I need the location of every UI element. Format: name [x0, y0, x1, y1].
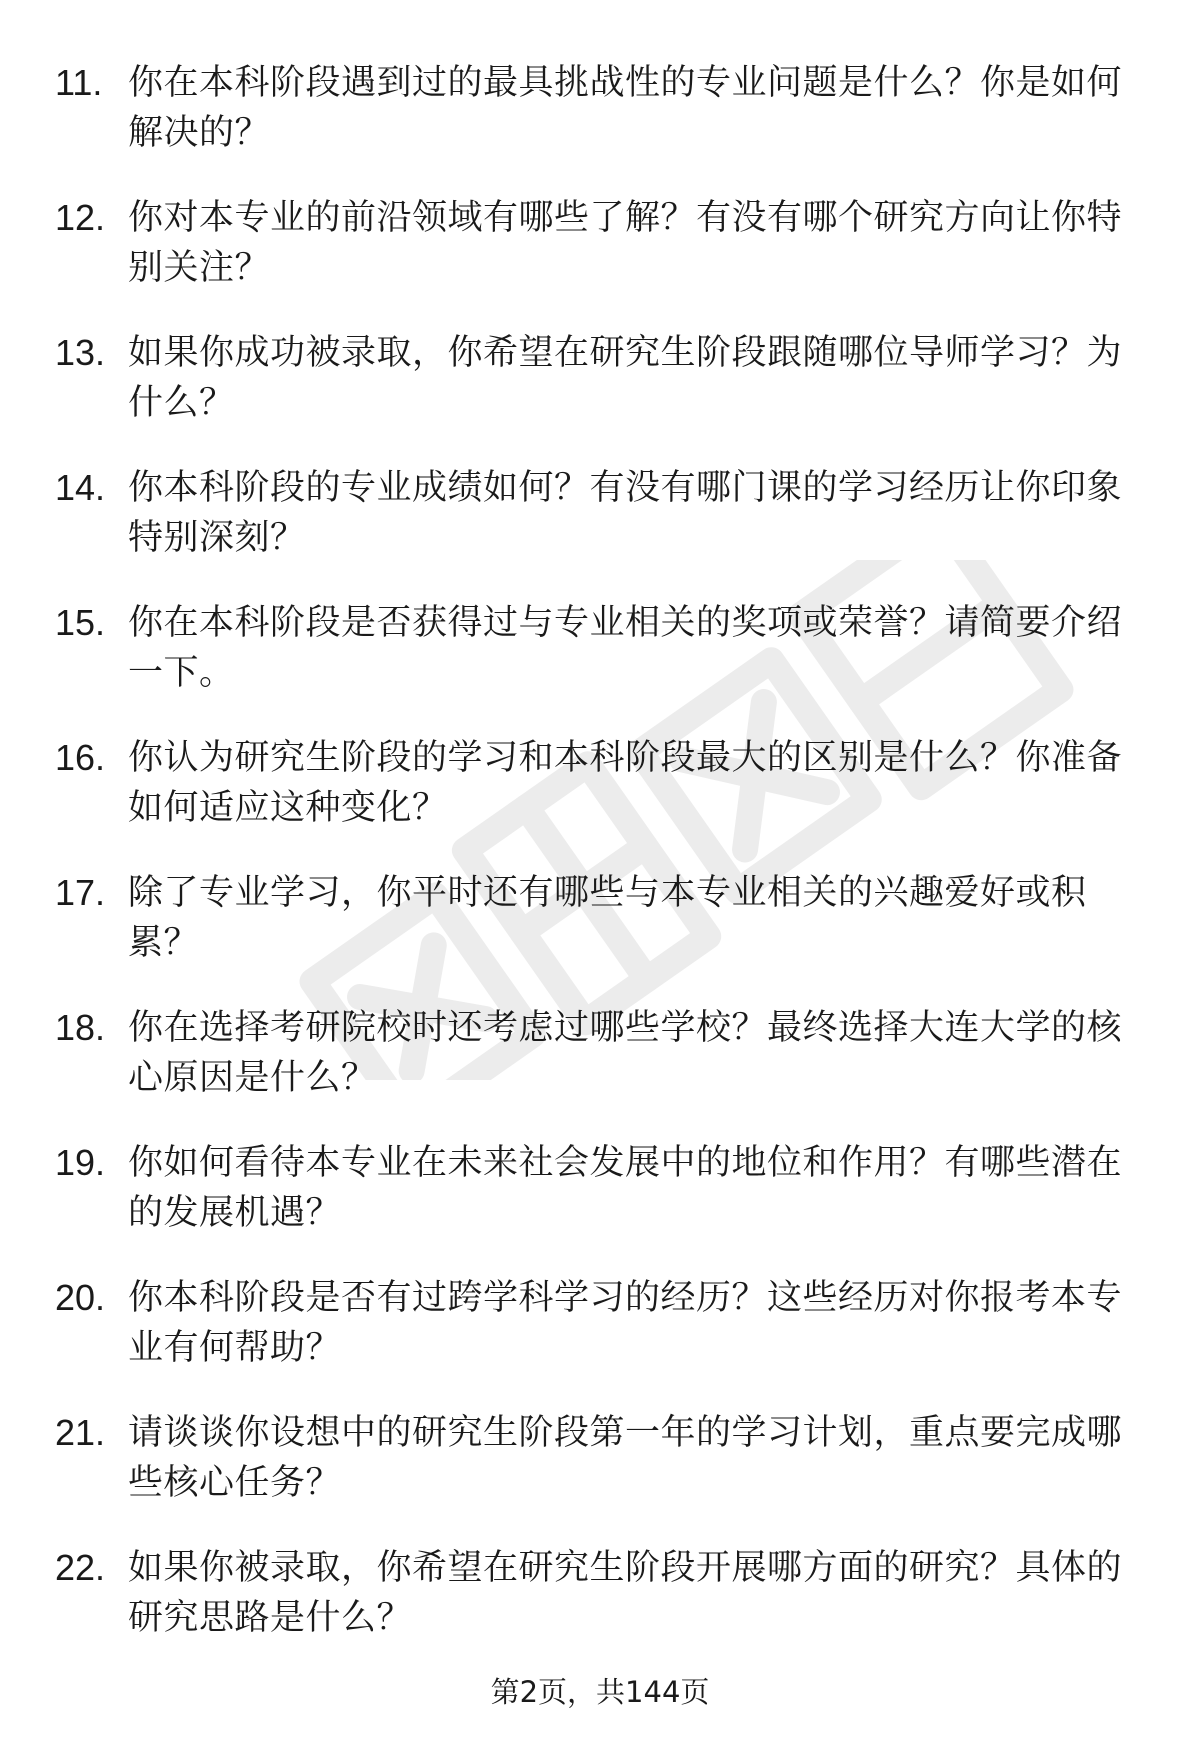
- question-number: 17.: [55, 872, 106, 913]
- question-text: 你认为研究生阶段的学习和本科阶段最大的区别是什么？你准备如何适应这种变化？: [128, 738, 1123, 828]
- question-text: 请谈谈你设想中的研究生阶段第一年的学习计划，重点要完成哪些核心任务？: [128, 1413, 1123, 1503]
- question-text: 如果你被录取，你希望在研究生阶段开展哪方面的研究？具体的研究思路是什么？: [128, 1548, 1123, 1638]
- question-number: 18.: [55, 1007, 106, 1048]
- question-text: 你如何看待本专业在未来社会发展中的地位和作用？有哪些潜在的发展机遇？: [128, 1143, 1123, 1233]
- list-item: [0, 1273, 1200, 1408]
- list-item: [0, 733, 1200, 868]
- list-item: [0, 193, 1200, 328]
- question-text: 你在本科阶段遇到过的最具挑战性的专业问题是什么？你是如何解决的？: [128, 63, 1123, 153]
- question-number: 14.: [55, 467, 106, 508]
- list-item: [0, 1543, 1200, 1678]
- list-item: [0, 58, 1200, 193]
- question-text: 如果你成功被录取，你希望在研究生阶段跟随哪位导师学习？为什么？: [128, 333, 1123, 423]
- question-number: 21.: [55, 1412, 106, 1453]
- list-item: [0, 328, 1200, 463]
- question-number: 22.: [55, 1547, 106, 1588]
- question-number: 12.: [55, 197, 106, 238]
- list-item: [0, 1138, 1200, 1273]
- question-text: 你在本科阶段是否获得过与专业相关的奖项或荣誉？请简要介绍一下。: [128, 603, 1123, 693]
- list-item: [0, 598, 1200, 733]
- list-item: [0, 1408, 1200, 1543]
- question-text: 除了专业学习，你平时还有哪些与本专业相关的兴趣爱好或积累？: [128, 873, 1087, 963]
- question-number: 16.: [55, 737, 106, 778]
- question-number: 15.: [55, 602, 106, 643]
- question-list: [0, 58, 1200, 1678]
- question-text: 你在选择考研院校时还考虑过哪些学校？最终选择大连大学的核心原因是什么？: [128, 1008, 1123, 1098]
- question-number: 13.: [55, 332, 106, 373]
- list-item: [0, 463, 1200, 598]
- question-number: 20.: [55, 1277, 106, 1318]
- question-text: 你本科阶段是否有过跨学科学习的经历？这些经历对你报考本专业有何帮助？: [128, 1278, 1123, 1368]
- question-text: 你对本专业的前沿领域有哪些了解？有没有哪个研究方向让你特别关注？: [128, 198, 1123, 288]
- list-item: [0, 1003, 1200, 1138]
- list-item: [0, 868, 1200, 1003]
- question-text: 你本科阶段的专业成绩如何？有没有哪门课的学习经历让你印象特别深刻？: [128, 468, 1123, 558]
- question-number: 11.: [55, 62, 103, 103]
- page-footer: 第2页，共144页: [490, 1675, 710, 1709]
- question-number: 19.: [55, 1142, 106, 1183]
